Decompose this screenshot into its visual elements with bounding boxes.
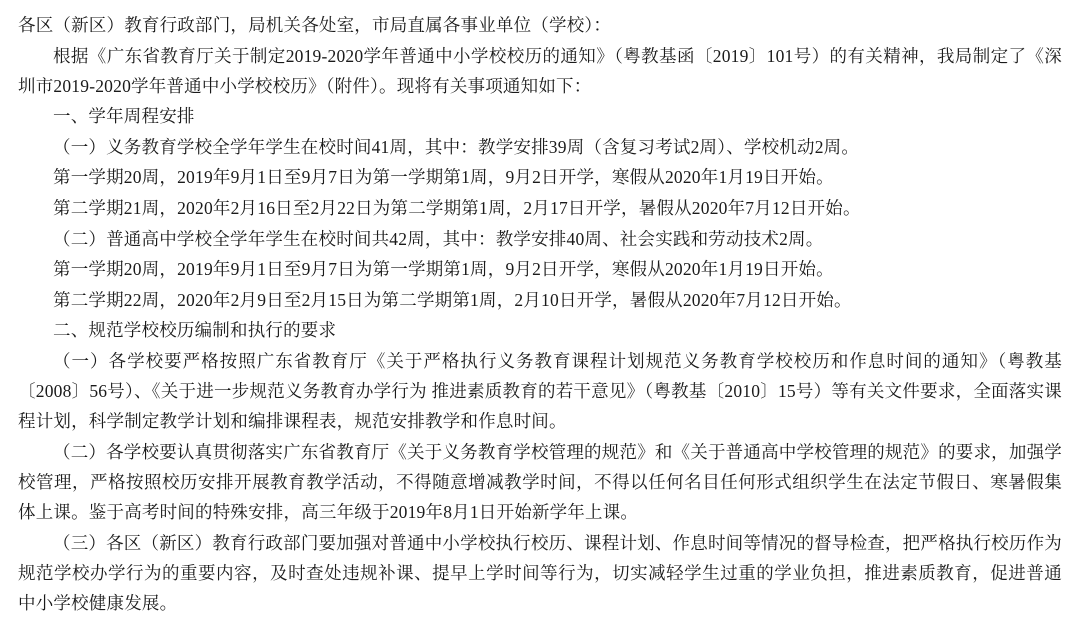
paragraph-item-1-2-term2: 第二学期22周，2020年2月9日至2月15日为第二学期第1周，2月10日开学，暑假从2020年7月12日开始。 — [53, 289, 852, 310]
section-heading-2: 二、规范学校校历编制和执行的要求 — [53, 320, 337, 341]
paragraph-item-1-1-term1: 第一学期20周，2019年9月1日至9月7日为第一学期第1周，9月2日开学，寒假从2020年1月19日开始。 — [53, 167, 834, 188]
paragraph-basis: 根据《广东省教育厅关于制定2019-2020学年普通中小学校校历的通知》（粤教基函〔2019〕101号）的有关精神，我局制定了《深圳市2019-2020学年普通中小学校校历》（附件）。现将有关事项通知如下： — [18, 45, 1062, 96]
paragraph-item-2-3: （三）各区（新区）教育行政部门要加强对普通中小学校执行校历、课程计划、作息时间等情况的督导检查，把严格执行校历作为规范学校办学行为的重要内容，及时查处违规补课、提早上学时间等行为，切实减轻学生过重的学业负担，推进素质教育，促进普通中小学校健康发展。 — [18, 532, 1062, 613]
section-heading-1: 一、学年周程安排 — [53, 106, 195, 127]
paragraph-item-1-2: （二）普通高中学校全学年学生在校时间共42周，其中：教学安排40周、社会实践和劳动技术2周。 — [53, 228, 824, 249]
paragraph-item-1-2-term1: 第一学期20周，2019年9月1日至9月7日为第一学期第1周，9月2日开学，寒假从2020年1月19日开始。 — [53, 259, 834, 280]
paragraph-recipient: 各区（新区）教育行政部门，局机关各处室，市局直属各事业单位（学校）： — [18, 15, 612, 35]
paragraph-item-1-1-term2: 第二学期21周，2020年2月16日至2月22日为第二学期第1周，2月17日开学，暑假从2020年7月12日开始。 — [53, 198, 861, 219]
paragraph-item-2-2: （二）各学校要认真贯彻落实广东省教育厅《关于义务教育学校管理的规范》和《关于普通高中学校管理的规范》的要求，加强学校管理，严格按照校历安排开展教育教学活动，不得随意增减教学时间，不得以任何名目任何形式组织学生在法定节假日、寒暑假集体上课。鉴于高考时间的特殊安排，高三年级于2019年8月1日开始新学年上课。 — [18, 441, 1062, 522]
paragraph-item-2-1: （一）各学校要严格按照广东省教育厅《关于严格执行义务教育课程计划规范义务教育学校校历和作息时间的通知》（粤教基〔2008〕56号）、《关于进一步规范义务教育办学行为 推进素质教育的若干意见》（粤教基〔2010〕15号）等有关文件要求，全面落实课程计划，科学制定教学计划和编排课程表，规范安排教学和作息时间。 — [18, 351, 1062, 432]
paragraph-item-1-1: （一）义务教育学校全学年学生在校时间41周，其中：教学安排39周（含复习考试2周）、学校机动2周。 — [53, 136, 860, 157]
